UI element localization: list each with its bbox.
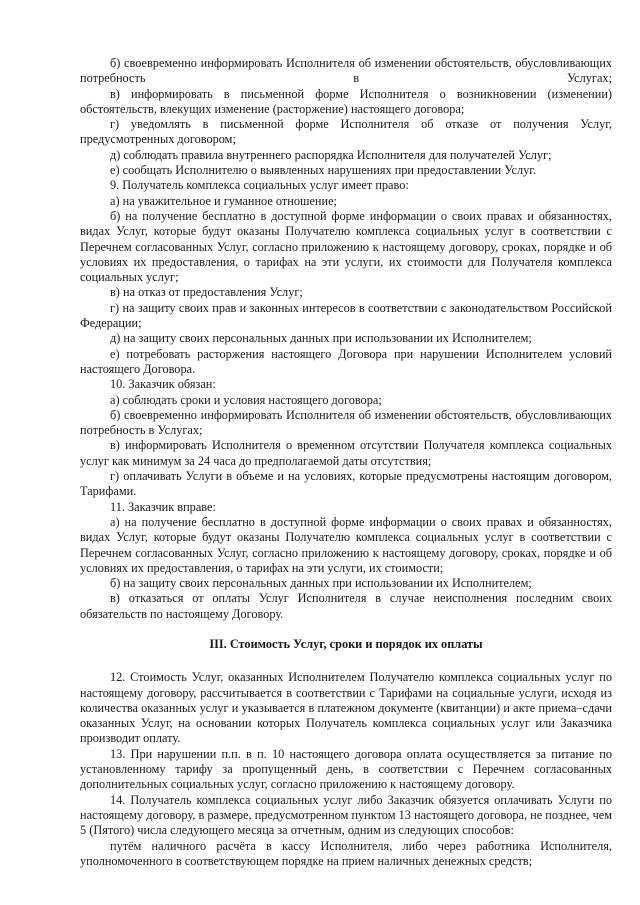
paragraph: д) соблюдать правила внутреннего распорядка Исполнителя для получателей Услуг; bbox=[110, 147, 552, 162]
paragraph: г) уведомлять в письменной форме Исполнителя об отказе от получения Услуг, предусмотренных договором; bbox=[80, 117, 612, 147]
paragraph: 14. Получатель комплекса социальных услуг либо Заказчик обязуется оплачивать Услуги по настоящему договору, в размере, предусмотренном пунктом 13 настоящего договора, не позднее, чем 5 (Пятого) числа следующего месяца за отчетным, одним из следующих способов: bbox=[80, 792, 612, 838]
paragraph: д) на защиту своих персональных данных при использовании их Исполнителем; bbox=[110, 331, 532, 346]
section-2-list bbox=[80, 56, 612, 622]
paragraph: в) отказаться от оплаты Услуг Исполнителя в случае неисполнения последним своих обязательств по настоящему Договору. bbox=[80, 591, 612, 621]
section-3-heading: III. Стоимость Услуг, сроки и порядок их оплаты bbox=[209, 636, 483, 651]
section-3-list bbox=[80, 670, 612, 869]
paragraph: е) потребовать расторжения настоящего Договора при нарушении Исполнителем условий настоящего Договора. bbox=[80, 346, 612, 376]
paragraph: е) сообщать Исполнителю о выявленных нарушениях при предоставлении Услуг. bbox=[110, 163, 537, 178]
paragraph: б) своевременно информировать Исполнителя об изменении обстоятельств, обусловливающих потребность в Услугах; bbox=[80, 407, 612, 438]
paragraph: 10. Заказчик обязан: bbox=[110, 377, 216, 392]
paragraph: 9. Получатель комплекса социальных услуг имеет право: bbox=[110, 178, 409, 193]
paragraph: а) на получение бесплатно в доступной форме информации о своих правах и обязанностях, видах Услуг, которые будут оказаны Получателю комплекса социальных услуг в соответствии с Перечнем согласованных Услуг, согласно приложению к настоящему договору, сроках, порядке и об условиях их предоставления, о тарифах на эти услуги, их стоимости; bbox=[80, 514, 612, 575]
paragraph: в) на отказ от предоставления Услуг; bbox=[110, 285, 303, 300]
paragraph: а) соблюдать сроки и условия настоящего договора; bbox=[110, 392, 382, 407]
paragraph: в) информировать Исполнителя о временном отсутствии Получателя комплекса социальных услуг как минимум за 24 часа до предполагаемой даты отсутствия; bbox=[80, 438, 612, 468]
paragraph: 12. Стоимость Услуг, оказанных Исполнителем Получателю комплекса социальных услуг по настоящему договору, рассчитывается в соответствии с Тарифами на социальные услуги, исходя из количества оказанных услуг и указывается в платежном документе (квитанции) и акте приема–сдачи оказанных Услуг, на основании которых Получатель комплекса социальных услуг или Заказчика производит оплату. bbox=[80, 670, 612, 746]
paragraph: 11. Заказчик вправе: bbox=[110, 499, 216, 514]
paragraph: а) на уважительное и гуманное отношение; bbox=[110, 193, 337, 208]
paragraph: б) своевременно информировать Исполнителя об изменении обстоятельств, обусловливающих потребность в Услугах; bbox=[80, 56, 612, 86]
paragraph: 13. При нарушении п.п. в п. 10 настоящего договора оплата осуществляется за питание по установленному тарифу за пропущенный день, в соответствии с Перечнем согласованных дополнительных социальных услуг, согласно приложению к настоящему договору. bbox=[80, 746, 612, 792]
paragraph: б) на защиту своих персональных данных при использовании их Исполнителем; bbox=[110, 576, 532, 591]
paragraph: в) информировать в письменной форме Исполнителя о возникновении (изменении) обстоятельств, влекущих изменение (расторжение) настоящего договора; bbox=[80, 86, 612, 116]
paragraph: г) оплачивать Услуги в объеме и на условиях, которые предусмотрены настоящим договором, Тарифами. bbox=[80, 469, 612, 499]
paragraph: г) на защиту своих прав и законных интересов в соответствии с законодательством Российской Федерации; bbox=[80, 300, 612, 331]
paragraph: б) на получение бесплатно в доступной форме информации о своих правах и обязанностях, видах Услуг, которые будут оказаны Получателю комплекса социальных услуг в соответствии с Перечнем согласованных Услуг, согласно приложению к настоящему договору, сроках, порядке и об условиях их предоставления, о тарифах на эти услуги, их стоимости для Получателя комплекса социальных услуг; bbox=[80, 208, 612, 285]
paragraph: путём наличного расчёта в кассу Исполнителя, либо через работника Исполнителя, уполномоченного в соответствующем порядке на прием наличных денежных средств; bbox=[80, 838, 612, 868]
